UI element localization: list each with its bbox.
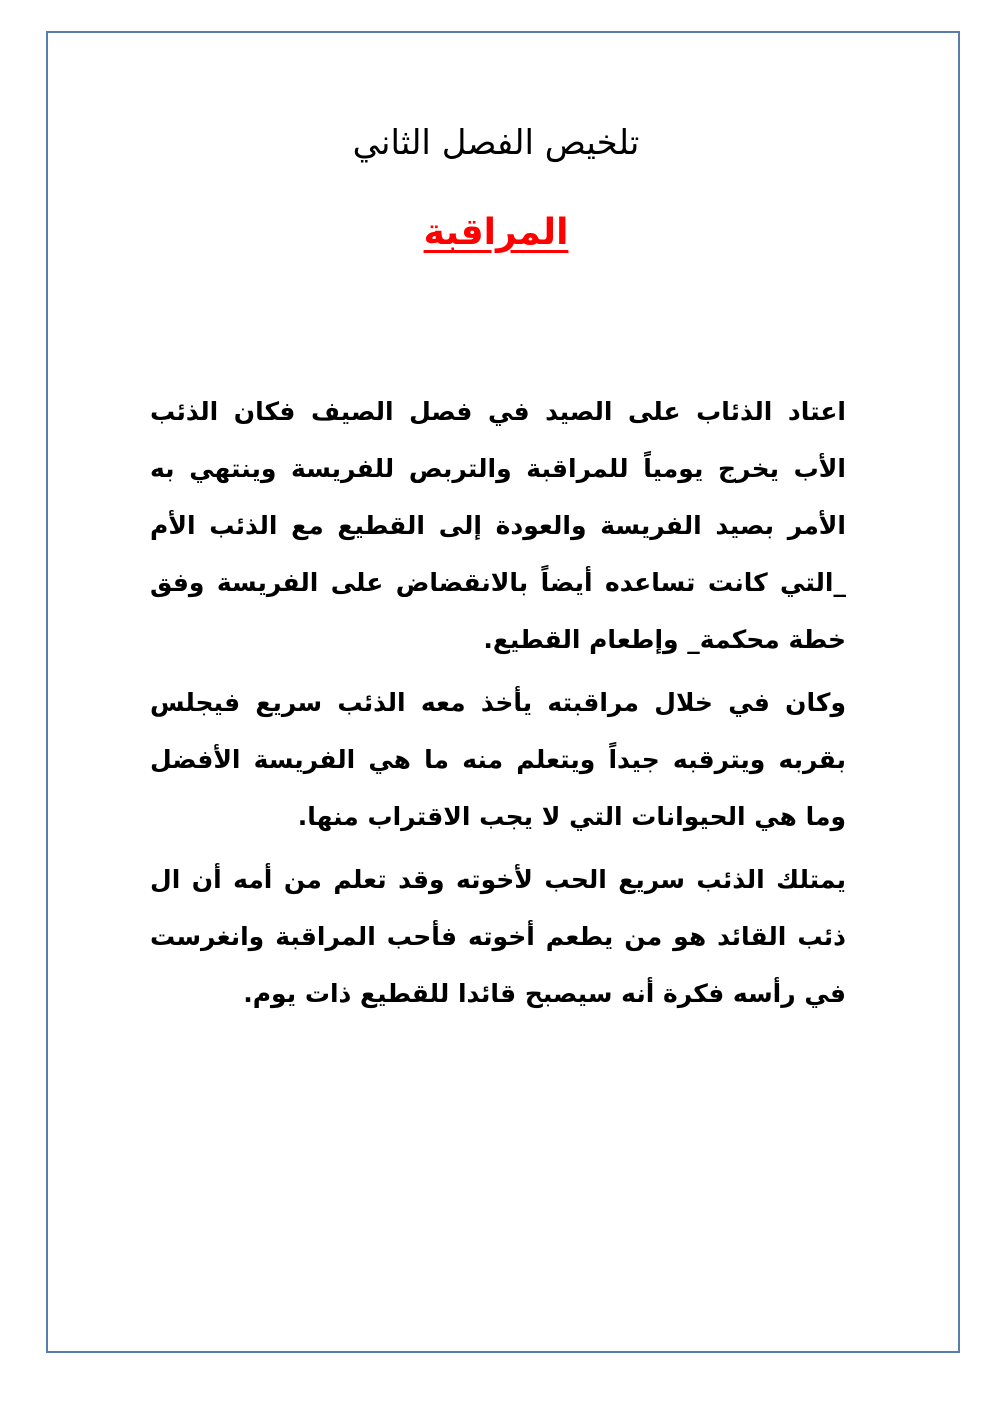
body-text [150,383,846,1028]
paragraph-1: اعتاد الذئاب على الصيد في فصل الصيف فكان الذئب الأب يخرج يومياً للمراقبة والتربص للفريسة وينتهي به الأمر بصيد الفريسة والعودة إلى القطيع مع الذئب الأم _التي كانت تساعده أيضاً بالانقضاض على الفريسة وفق خطة محكمة_ وإطعام القطيع. [150,397,846,654]
paragraph-3: يمتلك الذئب سريع الحب لأخوته وقد تعلم من أمه أن ال ذئب القائد هو من يطعم أخوته فأحب المراقبة وانغرست في رأسه فكرة أنه سيصبح قائدا للقطيع ذات يوم. [150,865,846,1008]
paragraph-2: وكان في خلال مراقبته يأخذ معه الذئب سريع فيجلس بقربه ويترقبه جيداً ويتعلم منه ما هي الفريسة الأفضل وما هي الحيوانات التي لا يجب الاقتراب منها. [150,688,846,831]
page-title: تلخيص الفصل الثاني [352,123,640,163]
section-title: المراقبة [423,212,569,253]
